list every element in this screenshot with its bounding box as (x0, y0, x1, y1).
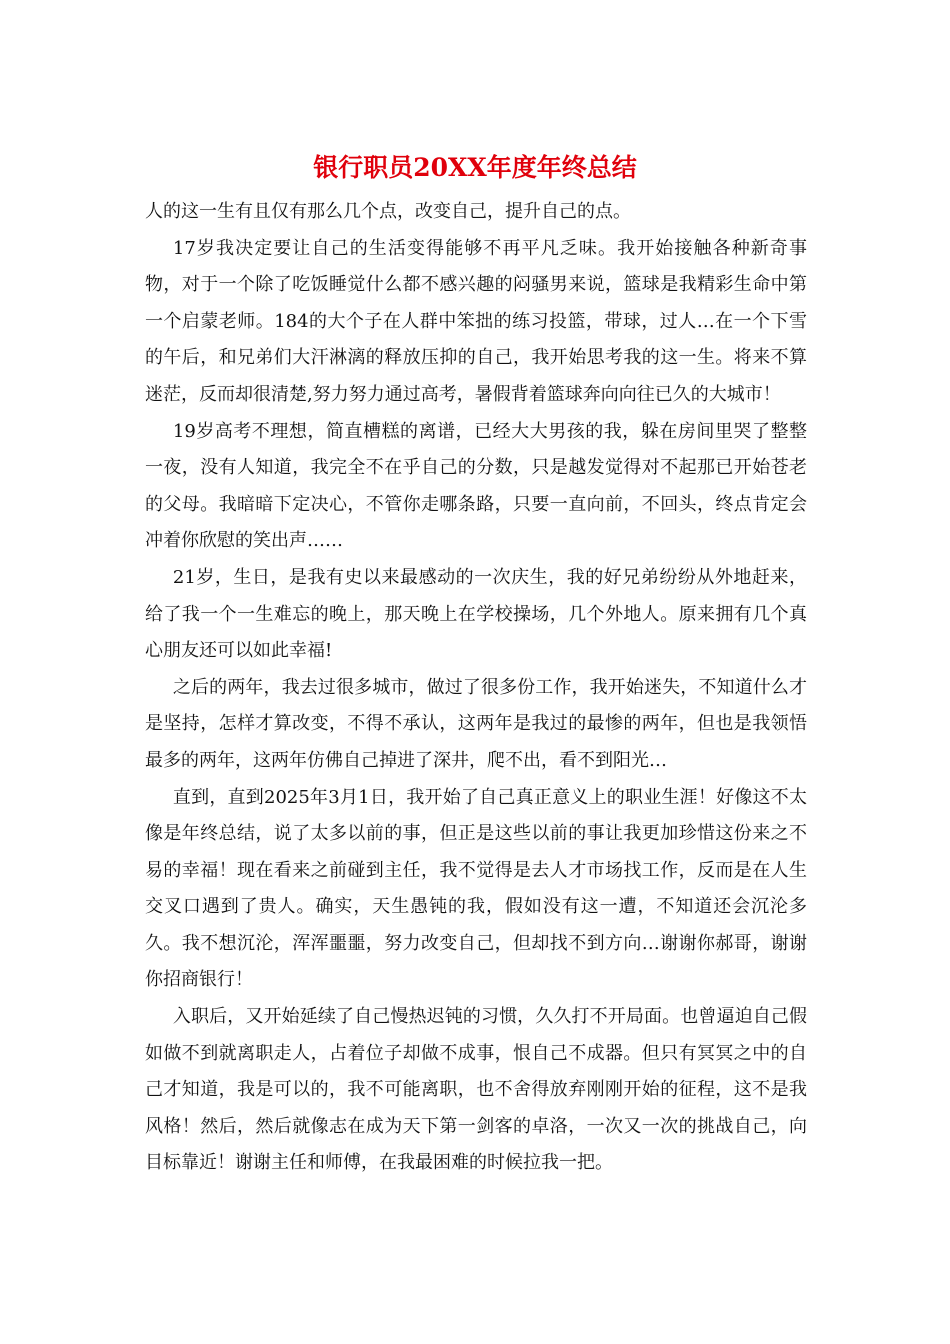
paragraph-after-joining: 入职后，又开始延续了自己慢热迟钝的习惯，久久打不开局面。也曾逼迫自己假如做不到就离职走人，占着位子却做不成事，恨自己不成器。但只有冥冥之中的自己才知道，我是可以的，我不可能离职，也不舍得放弃刚刚开始的征程，这不是我风格！然后，然后就像志在成为天下第一剑客的卓洛，一次又一次的挑战自己，向目标靠近！谢谢主任和师傅，在我最困难的时候拉我一把。 (145, 1006, 807, 1174)
document-body (145, 194, 807, 1182)
paragraph-age-21: 21岁，生日，是我有史以来最感动的一次庆生，我的好兄弟纷纷从外地赶来，给了我一个一生难忘的晚上，那天晚上在学校操场，几个外地人。原来拥有几个真心朋友还可以如此幸福! (145, 566, 807, 662)
paragraph-two-years: 之后的两年，我去过很多城市，做过了很多份工作，我开始迷失，不知道什么才是坚持，怎样才算改变，不得不承认，这两年是我过的最惨的两年，但也是我领悟最多的两年，这两年仿佛自己掉进了深井，爬不出，看不到阳光… (145, 676, 807, 771)
paragraph-age-19: 19岁高考不理想，简直槽糕的离谱，已经大大男孩的我，躲在房间里哭了整整一夜，没有人知道，我完全不在乎自己的分数，只是越发觉得对不起那已开始苍老的父母。我暗暗下定决心，不管你走哪条路，只要一直向前，不回头，终点肯定会冲着你欣慰的笑出声…… (145, 420, 807, 552)
paragraph-age-17: 17岁我决定要让自己的生活变得能够不再平凡乏味。我开始接触各种新奇事物，对于一个除了吃饭睡觉什么都不感兴趣的闷骚男来说，篮球是我精彩生命中第一个启蒙老师。184的大个子在人群中笨拙的练习投篮，带球，过人…在一个下雪的午后，和兄弟们大汗淋漓的释放压抑的自己，我开始思考我的这一生。将来不算迷茫，反而却很清楚,努力努力通过高考，暑假背着篮球奔向向往已久的大城市！ (145, 237, 807, 405)
paragraph-intro: 人的这一生有且仅有那么几个点，改变自己，提升自己的点。 (145, 201, 631, 222)
document-title: 银行职员20XX年度年终总结 (313, 153, 637, 182)
paragraph-career-start: 直到，直到2025年3月1日，我开始了自己真正意义上的职业生涯！好像这不太像是年终总结，说了太多以前的事，但正是这些以前的事让我更加珍惜这份来之不易的幸福！现在看来之前碰到主任，我不觉得是去人才市场找工作，反而是在人生交叉口遇到了贵人。确实，天生愚钝的我，假如没有这一遭，不知道还会沉沦多久。我不想沉沦，浑浑噩噩，努力改变自己，但却找不到方向…谢谢你郝哥，谢谢你招商银行！ (145, 786, 807, 991)
